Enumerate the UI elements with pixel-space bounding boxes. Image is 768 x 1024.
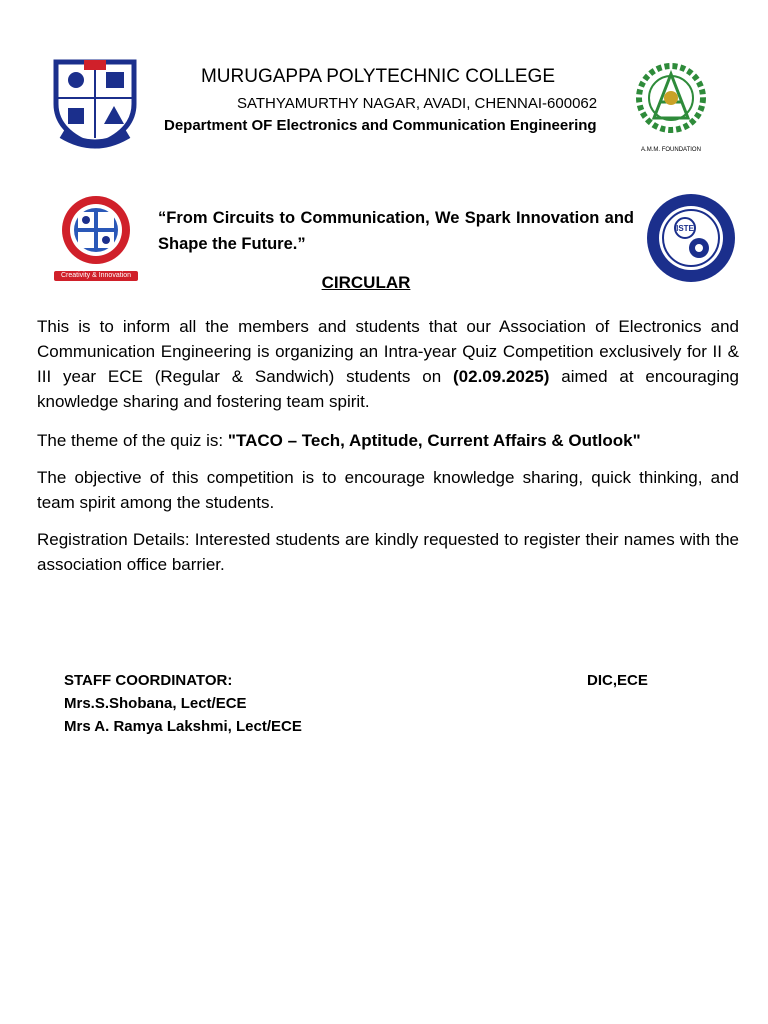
staff-coordinator-block <box>64 669 302 738</box>
amm-foundation-logo <box>626 58 716 154</box>
department-name: Department OF Electronics and Communication Engineering <box>164 117 597 134</box>
intro-tail: aimed at encouraging knowledge sharing and fostering team spirit. <box>37 367 739 411</box>
event-date: (02.09.2025) <box>453 367 550 386</box>
coordinator-name-2: Mrs A. Ramya Lakshmi, Lect/ECE <box>64 718 302 735</box>
association-ribbon: Creativity & Innovation <box>54 271 138 281</box>
iste-seal-icon <box>645 192 737 284</box>
association-logo <box>48 192 144 282</box>
iste-logo <box>645 192 737 284</box>
circular-title: CIRCULAR <box>321 273 411 292</box>
paragraph-intro <box>37 314 739 414</box>
association-badge-icon <box>48 192 144 266</box>
paragraph-registration: Registration Details: Interested students are kindly requested to register their names with the association office barrier. <box>37 530 739 574</box>
dic-signature: DIC,ECE <box>587 672 648 689</box>
paragraph-theme <box>37 428 739 453</box>
theme-prefix: The theme of the quiz is: <box>37 431 228 450</box>
tagline: “From Circuits to Communication, We Spark Innovation and Shape the Future.” <box>158 209 634 253</box>
coordinator-name-1: Mrs.S.Shobana, Lect/ECE <box>64 695 247 712</box>
quiz-theme: "TACO – Tech, Aptitude, Current Affairs & Outlook" <box>227 431 641 450</box>
amm-foundation-emblem-icon <box>626 58 716 140</box>
coordinator-heading: STAFF COORDINATOR: <box>64 672 233 689</box>
college-name: MURUGAPPA POLYTECHNIC COLLEGE <box>200 66 556 87</box>
intro-text: This is to inform all the members and students that our Association of Electronics and Communication Engineering is organizing an Intra-year Quiz Competition exclusively for II & III year ECE (Regular & Sandwich) students on <box>37 317 739 386</box>
iste-center-text: ISTE <box>676 224 694 233</box>
college-address: SATHYAMURTHY NAGAR, AVADI, CHENNAI-600062 <box>237 95 598 112</box>
amm-foundation-caption: A.M.M. FOUNDATION <box>641 147 701 153</box>
paragraph-objective: The objective of this competition is to encourage knowledge sharing, quick thinking, and team spirit among the students. <box>37 468 739 512</box>
